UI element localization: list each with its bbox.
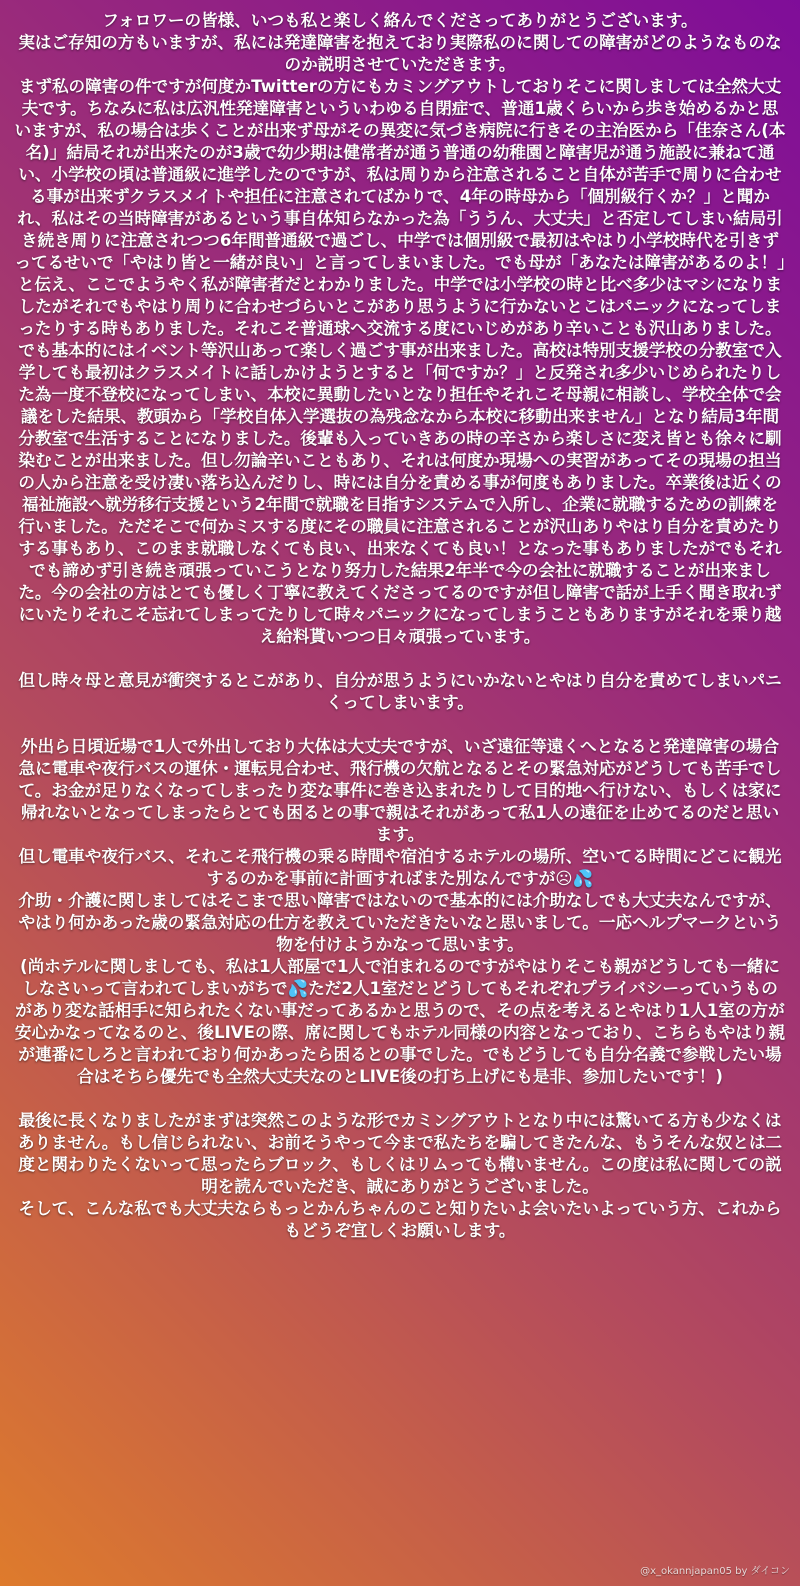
paragraph-spacer <box>14 648 786 670</box>
message-paragraph-3: 外出ら日頃近場で1人で外出しており大体は大丈夫ですが、いざ遠征等遠くへとなると発達障害の場合急に電車や夜行バスの運休・運転見合わせ、飛行機の欠航となるとその緊急対応がどうしても苦手でして。お金が足りなくなってしまったり変な事件に巻き込まれたりして目的地へ行けない、もしくは家に帰れないとなってしまったらとても困るとの事で親はそれがあって私1人の遠征を止めてるのだと思います。 但し電車や夜行バス、それこそ飛行機の乗る時間や宿泊するホテルの場所、空いてる時間にどこに観光するのかを事前に計画すればまた別なんですが☹💦 介助・介護に関しましてはそこまで思い障害ではないので基本的には介助なしでも大丈夫なんですが、やはり何かあった歳の緊急対応の仕方を教えていただきたいなと思いまして。一応ヘルプマークという物を付けようかなって思います。 (尚ホテルに関しましても、私は1人部屋で1人で泊まれるのですがやはりそこも親がどうしても一緒にしなさいって言われてしまいがちで💦ただ2人1室だとどうしてもそれぞれプライバシーっていうものがあり変な話相手に知られたくない事だってあるかと思うので、その点を考えるとやはり1人1室の方が安心かなってなるのと、後LIVEの際、席に関してもホテル同様の内容となっており、こちらもやはり親が連番にしろと言われており何かあったら困るとの事でした。でもどうしても自分名義で参戦したい場合はそちら優先でも全然大丈夫なのとLIVE後の打ち上げにも是非、参加したいです！) <box>14 737 786 1086</box>
message-paragraph-1: フォロワーの皆様、いつも私と楽しく絡んでくださってありがとうございます。 実はご存知の方もいますが、私には発達障害を抱えており実際私のに関しての障害がどのようなものなのか説明させていただきます。 まず私の障害の件ですが何度かTwitterの方にもカミングアウトしておりそこに関しましては全然大丈夫です。ちなみに私は広汎性発達障害といういわゆる自閉症で、普通1歳くらいから歩き始めるかと思いますが、私の場合は歩くことが出来ず母がその異変に気づき病院に行きその主治医から「佳奈さん(本名)」結局それが出来たのが3歳で幼少期は健常者が通う普通の幼稚園と障害児が通う施設に兼ねて通い、小学校の頃は普通級に進学したのですが、私は周りから注意されること自体が苦手で周りに合わせる事が出来ずクラスメイトや担任に注意されてばかりで、4年の時母から「個別級行くか？」と聞かれ、私はその当時障害があるという事自体知らなかった為「ううん、大丈夫」と否定してしまい結局引き続き周りに注意されつつ6年間普通級で過ごし、中学では個別級で最初はやはり小学校時代を引きずってるせいで「やはり皆と一緒が良い」と言ってしまいました。でも母が「あなたは障害があるのよ！」と伝え、ここでようやく私が障害者だとわかりました。中学では小学校の時と比べ多少はマシになりましたがそれでもやはり周りに合わせづらいとこがあり思うように行かないとこはパニックになってしまったりする時もありました。それこそ普通球へ交流する度にいじめがあり辛いことも沢山ありました。でも基本的にはイベント等沢山あって楽しく過ごす事が出来ました。高校は特別支援学校の分教室で入学しても最初はクラスメイトに話しかけようとすると「何ですか？」と反発され多少いじめられたりした為一度不登校になってしまい、本校に異動したいとなり担任やそれこそ母親に相談し、学校全体で会議をした結果、教頭から「学校自体入学選抜の為残念なから本校に移動出来ません」となり結局3年間分教室で生活することになりました。後輩も入っていきあの時の辛さから楽しさに変え皆とも徐々に馴染むことが出来ました。但し勿論辛いこともあり、それは何度か現場への実習があってその現場の担当の人から注意を受け凄い落ち込んだりし、時には自分を責める事が何度もありました。卒業後は近くの福祉施設へ就労移行支援という2年間で就職を目指すシステムで入所し、企業に就職するための訓練を行いました。ただそこで何かミスする度にその職員に注意されることが沢山ありやはり自分を責めたりする事もあり、このまま就職しなくても良い、出来なくても良い！となった事もありましたがでもそれでも諦めず引き続き頑張っていこうとなり努力した結果2年半で今の会社に就職することが出来ました。今の会社の方はとても優しく丁寧に教えてくださってるのですが但し障害で話が上手く聞き取れずにいたりそれこそ忘れてしまってたりして時々パニックになってしまうこともありますがそれを乗り越え給料貰いつつ日々頑張っています。 <box>14 11 786 646</box>
message-body <box>14 10 786 1242</box>
paragraph-spacer <box>14 1088 786 1110</box>
message-paragraph-4: 最後に長くなりましたがまずは突然このような形でカミングアウトとなり中には驚いてる方も少なくはありません。もし信じられない、お前そうやって今まで私たちを騙してきたんな、もうそんな奴とは二度と関わりたくないって思ったらブロック、もしくはリムっても構いません。この度は私に関しての説明を読んでいただき、誠にありがとうございました。 そして、こんな私でも大丈夫ならもっとかんちゃんのこと知りたいよ会いたいよっていう方、これからもどうぞ宜しくお願いします。 <box>17 1111 783 1240</box>
watermark-credit: @x_okannjapan05 by ダイコン <box>640 1566 790 1577</box>
paragraph-spacer <box>14 714 786 736</box>
message-paragraph-2: 但し時々母と意見が衝突するとこがあり、自分が思うようにいかないとやはり自分を責めてしまいパニくってしまいます。 <box>18 671 782 712</box>
